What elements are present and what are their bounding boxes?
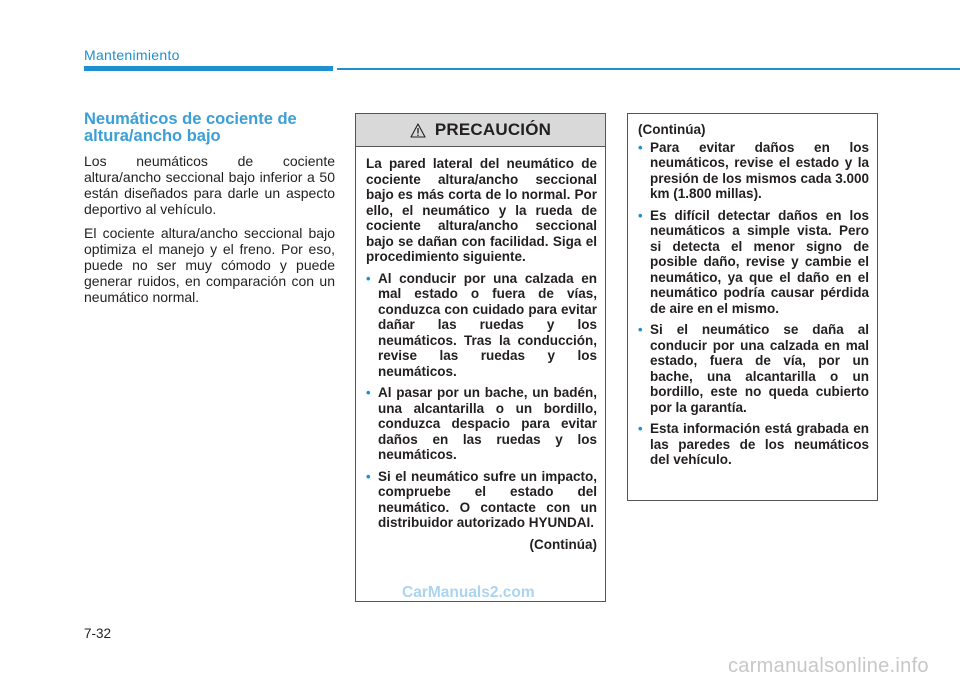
bullet-dot-icon: • [638, 139, 643, 155]
continued-bullet-list [638, 140, 869, 468]
header-rule-thick [84, 66, 333, 71]
warning-triangle-icon [410, 123, 426, 138]
continued-bullet-text: Para evitar daños en los neumáticos, revise el estado y la presión de los mismos cada 3.000 km (1.800 millas). [650, 139, 869, 201]
caution-bullet-item [366, 469, 597, 531]
bullet-dot-icon: • [366, 468, 371, 484]
caution-bullet-text: Si el neumático sufre un impacto, compruebe el estado del neumático. O contacte con un distribuidor autorizado HYUNDAI. [378, 468, 597, 530]
watermark-carmanualsonline: carmanualsonline.info [728, 655, 929, 677]
caution-title: PRECAUCIÓN [434, 120, 552, 139]
section-column [84, 111, 335, 313]
bullet-dot-icon: • [638, 421, 643, 436]
continued-bullet-item [638, 208, 869, 317]
caution-intro: La pared lateral del neumático de cociente altura/ancho seccional bajo es más corta de lo normal. Por ello, el neumático y la rueda de cociente altura/ancho seccional bajo se dañan con facilidad. Siga el procedimiento siguiente. [366, 156, 597, 264]
caution-bullet-list [366, 271, 597, 531]
caution-header [356, 114, 605, 147]
caution-bullet-text: Al conducir por una calzada en mal estado o fuera de vías, conduzca con cuidado para evitar dañar las ruedas y los neumáticos. Tras la conducción, revise las ruedas y los neumáticos. [378, 270, 597, 379]
watermark-carmanuals2: CarManuals2.com [402, 584, 535, 601]
continued-body [628, 114, 877, 468]
continued-bullet-item [638, 140, 869, 202]
continued-bullet-text: Si el neumático se daña al conducir por una calzada en mal estado, fuera de vía, por un bache, una alcantarilla o un bordillo, este no queda cubierto por la garantía. [650, 322, 869, 415]
header-rule-thin [337, 68, 960, 70]
continued-bullet-text: Esta información está grabada en las paredes de los neumáticos del vehículo. [650, 421, 869, 467]
caution-continues-note: (Continúa) [529, 536, 597, 552]
caution-bullet-text: Al pasar por un bache, un badén, una alcantarilla o un bordillo, conduzca despacio para evitar daños en las ruedas y los neumáticos. [378, 385, 597, 462]
continued-bullet-text: Es difícil detectar daños en los neumáticos a simple vista. Pero si detecta el menor signo de posible daño, revise y cambie el neumático, ya que el daño en el neumático podría causar pérdida de aire en el mismo. [650, 207, 869, 316]
caution-bullet-item [366, 385, 597, 463]
section-paragraph-1: Los neumáticos de cociente altura/ancho seccional bajo inferior a 50 están diseñados para darle un aspecto deportivo al vehículo. [84, 153, 335, 217]
page-header-title: Mantenimiento [84, 47, 180, 63]
continued-box [627, 113, 878, 501]
bullet-dot-icon: • [366, 270, 371, 286]
caution-box [355, 113, 606, 602]
continued-bullet-item [638, 421, 869, 468]
caution-bullet-item [366, 271, 597, 380]
continued-heading: (Continúa) [638, 122, 706, 137]
page-number: 7-32 [84, 626, 112, 641]
continued-bullet-item [638, 322, 869, 415]
section-title: Neumáticos de cociente de altura/ancho bajo [84, 110, 297, 145]
bullet-dot-icon: • [638, 207, 643, 223]
caution-body [356, 147, 605, 552]
section-paragraph-2: El cociente altura/ancho seccional bajo optimiza el manejo y el freno. Por eso, puede no ser muy cómodo y puede generar ruidos, en comparación con un neumático normal. [84, 225, 335, 305]
bullet-dot-icon: • [638, 322, 643, 337]
bullet-dot-icon: • [366, 385, 371, 400]
